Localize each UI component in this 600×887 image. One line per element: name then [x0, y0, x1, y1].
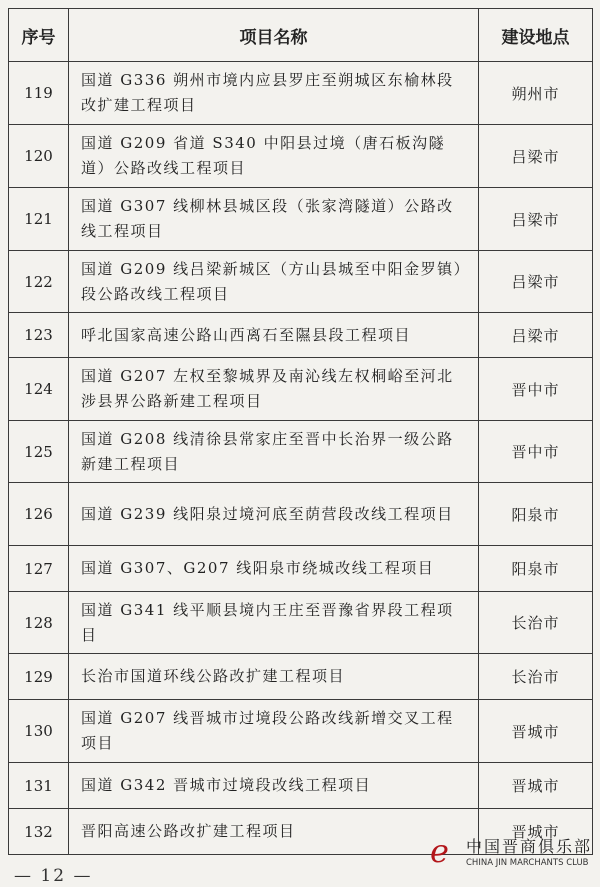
table-row	[9, 546, 593, 592]
row-name: 国道 G342 晋城市过境段改线工程项目	[69, 763, 479, 809]
table-row	[9, 358, 593, 421]
row-no: 122	[9, 251, 69, 313]
table-row	[9, 483, 593, 546]
row-location: 晋城市	[479, 809, 593, 855]
row-no: 130	[9, 700, 69, 763]
table-row	[9, 313, 593, 358]
watermark	[430, 832, 600, 882]
row-no: 119	[9, 62, 69, 125]
row-no: 131	[9, 763, 69, 809]
row-no: 132	[9, 809, 69, 855]
table-row	[9, 700, 593, 763]
row-no: 127	[9, 546, 69, 592]
row-location: 长治市	[479, 592, 593, 654]
table-row	[9, 251, 593, 313]
row-location: 吕梁市	[479, 251, 593, 313]
table-row	[9, 592, 593, 654]
row-location: 朔州市	[479, 62, 593, 125]
table-row	[9, 62, 593, 125]
table-header-row	[9, 9, 593, 62]
row-location: 晋城市	[479, 700, 593, 763]
row-name: 晋阳高速公路改扩建工程项目	[69, 809, 479, 855]
table-row	[9, 763, 593, 809]
row-no: 124	[9, 358, 69, 421]
header-name: 项目名称	[69, 9, 479, 62]
row-name: 国道 G307 线柳林县城区段（张家湾隧道）公路改线工程项目	[69, 188, 479, 251]
row-no: 128	[9, 592, 69, 654]
watermark-name-en: CHINA JIN MARCHANTS CLUB	[466, 858, 589, 868]
row-location: 阳泉市	[479, 483, 593, 546]
row-no: 121	[9, 188, 69, 251]
header-location: 建设地点	[479, 9, 593, 62]
row-location: 吕梁市	[479, 125, 593, 188]
row-location: 吕梁市	[479, 188, 593, 251]
row-name: 国道 G307、G207 线阳泉市绕城改线工程项目	[69, 546, 479, 592]
row-location: 长治市	[479, 654, 593, 700]
row-name: 国道 G336 朔州市境内应县罗庄至朔城区东榆林段改扩建工程项目	[69, 62, 479, 125]
row-location: 晋城市	[479, 763, 593, 809]
row-no: 129	[9, 654, 69, 700]
watermark-name-cn: 中国晋商俱乐部	[466, 837, 593, 856]
table-row	[9, 421, 593, 483]
row-name: 国道 G239 线阳泉过境河底至荫营段改线工程项目	[69, 483, 479, 546]
row-no: 123	[9, 313, 69, 358]
page-number: — 12 —	[14, 866, 93, 886]
project-table	[8, 8, 593, 855]
header-no: 序号	[9, 9, 69, 62]
club-logo-icon: e	[430, 832, 449, 870]
row-name: 国道 G207 左权至黎城界及南沁线左权桐峪至河北涉县界公路新建工程项目	[69, 358, 479, 421]
row-name: 国道 G209 省道 S340 中阳县过境（唐石板沟隧道）公路改线工程项目	[69, 125, 479, 188]
row-name: 国道 G208 线清徐县常家庄至晋中长治界一级公路新建工程项目	[69, 421, 479, 483]
table-row	[9, 125, 593, 188]
row-no: 125	[9, 421, 69, 483]
row-name: 呼北国家高速公路山西离石至隰县段工程项目	[69, 313, 479, 358]
table-row	[9, 188, 593, 251]
table-row	[9, 654, 593, 700]
row-location: 阳泉市	[479, 546, 593, 592]
row-location: 晋中市	[479, 421, 593, 483]
row-name: 国道 G209 线吕梁新城区（方山县城至中阳金罗镇）段公路改线工程项目	[69, 251, 479, 313]
row-name: 长治市国道环线公路改扩建工程项目	[69, 654, 479, 700]
row-name: 国道 G207 线晋城市过境段公路改线新增交叉工程项目	[69, 700, 479, 763]
row-no: 120	[9, 125, 69, 188]
row-no: 126	[9, 483, 69, 546]
row-name: 国道 G341 线平顺县境内王庄至晋豫省界段工程项目	[69, 592, 479, 654]
row-location: 吕梁市	[479, 313, 593, 358]
row-location: 晋中市	[479, 358, 593, 421]
